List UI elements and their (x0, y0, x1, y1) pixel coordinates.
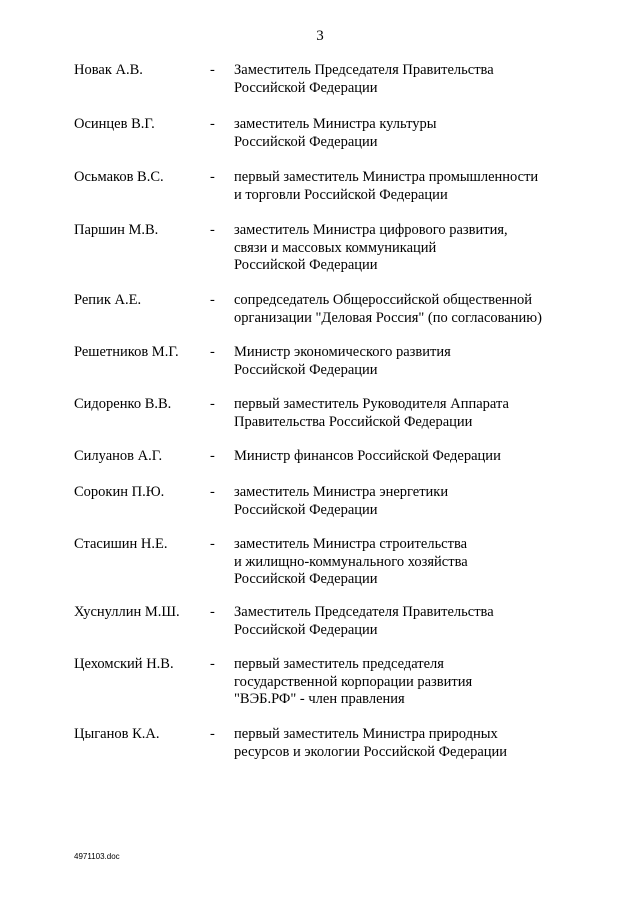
member-position-line: Министр финансов Российской Федерации (234, 448, 501, 464)
member-position-line: Заместитель Председателя Правительства (234, 62, 494, 78)
member-name: Репик А.Е. (74, 292, 142, 308)
member-name: Силуанов А.Г. (74, 448, 163, 464)
member-dash: - (210, 484, 215, 500)
member-position-line: первый заместитель Министра промышленности (234, 169, 539, 185)
member-position (234, 536, 584, 589)
member-position (234, 604, 584, 639)
member-name: Паршин М.В. (74, 222, 159, 238)
member-position-line: заместитель Министра культуры (234, 116, 437, 132)
member-name: Осьмаков В.С. (74, 169, 164, 185)
member-dash: - (210, 448, 215, 464)
member-position-line: Правительства Российской Федерации (234, 413, 473, 430)
member-name: Цехомский Н.В. (74, 656, 174, 672)
member-position-line: Российской Федерации (234, 621, 378, 638)
member-dash: - (210, 536, 215, 552)
member-position (234, 656, 584, 709)
member-position (234, 448, 584, 466)
member-position-line: и торговли Российской Федерации (234, 186, 448, 203)
member-name: Хуснуллин М.Ш. (74, 604, 180, 620)
member-position (234, 222, 584, 275)
member-name: Сорокин П.Ю. (74, 484, 165, 500)
member-position-line: первый заместитель председателя (234, 656, 444, 672)
member-position (234, 396, 584, 431)
member-name: Осинцев В.Г. (74, 116, 155, 132)
member-position-line: организации "Деловая Россия" (по согласованию) (234, 309, 542, 326)
member-position-line: государственной корпорации развития (234, 673, 473, 690)
member-dash: - (210, 222, 215, 238)
member-name: Цыганов К.А. (74, 726, 160, 742)
member-dash: - (210, 396, 215, 412)
member-name: Решетников М.Г. (74, 344, 179, 360)
member-position-line: Российской Федерации (234, 79, 378, 96)
member-position-line: связи и массовых коммуникаций (234, 239, 437, 256)
member-dash: - (210, 604, 215, 620)
member-position (234, 726, 584, 761)
member-dash: - (210, 344, 215, 360)
member-position-line: Министр экономического развития (234, 344, 451, 360)
page-number: 3 (316, 28, 324, 44)
member-position (234, 344, 584, 379)
member-name: Сидоренко В.В. (74, 396, 172, 412)
member-position-line: первый заместитель Министра природных (234, 726, 498, 742)
member-dash: - (210, 292, 215, 308)
member-position-line: сопредседатель Общероссийской общественной (234, 292, 533, 308)
member-position-line: Российской Федерации (234, 361, 378, 378)
member-position-line: первый заместитель Руководителя Аппарата (234, 396, 509, 412)
member-dash: - (210, 656, 215, 672)
member-name: Новак А.В. (74, 62, 143, 78)
member-position-line: "ВЭБ.РФ" - член правления (234, 691, 405, 707)
member-position (234, 292, 584, 327)
member-dash: - (210, 169, 215, 185)
member-position-line: Российской Федерации (234, 501, 378, 518)
member-position-line: ресурсов и экологии Российской Федерации (234, 743, 508, 760)
member-position (234, 62, 584, 97)
member-position-line: Заместитель Председателя Правительства (234, 604, 494, 620)
footer-file-name: 4971103.doc (74, 852, 120, 861)
member-dash: - (210, 62, 215, 78)
member-dash: - (210, 116, 215, 132)
member-dash: - (210, 726, 215, 742)
member-position (234, 116, 584, 151)
member-position-line: Российской Федерации (234, 571, 378, 587)
member-position-line: заместитель Министра энергетики (234, 484, 449, 500)
member-position (234, 169, 584, 204)
member-position-line: заместитель Министра цифрового развития, (234, 222, 508, 238)
member-position-line: заместитель Министра строительства (234, 536, 468, 552)
member-position-line: Российской Федерации (234, 133, 378, 150)
member-position (234, 484, 584, 519)
member-name: Стасишин Н.Е. (74, 536, 168, 552)
member-position-line: и жилищно-коммунального хозяйства (234, 553, 468, 570)
member-position-line: Российской Федерации (234, 257, 378, 273)
